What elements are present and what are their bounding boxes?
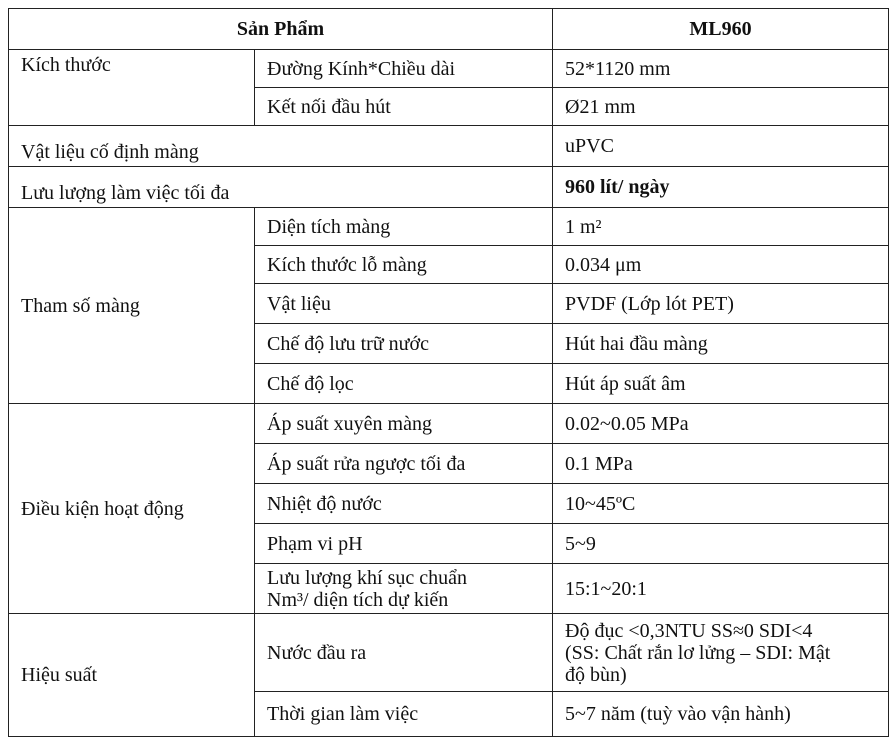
- row-value: 0.1 MPa: [553, 444, 889, 484]
- product-header: Sản Phẩm: [9, 9, 553, 50]
- table-row: [9, 126, 889, 167]
- row-label: Nước đầu ra: [255, 614, 553, 692]
- model-header: ML960: [553, 9, 889, 50]
- size-group-cell: Kích thước: [9, 50, 255, 126]
- table-row: [9, 404, 889, 444]
- row-value: uPVC: [553, 126, 889, 167]
- row-label: Nhiệt độ nước: [255, 484, 553, 524]
- table-row: [9, 167, 889, 208]
- membrane-group-cell: Tham số màng: [9, 208, 255, 404]
- table-row: [9, 208, 889, 246]
- row-value: 5~7 năm (tuỳ vào vận hành): [553, 692, 889, 737]
- row-label: [255, 564, 553, 614]
- row-label: Phạm vi pH: [255, 524, 553, 564]
- row-label: Kích thước lỗ màng: [255, 246, 553, 284]
- row-label: Diện tích màng: [255, 208, 553, 246]
- row-label: Vật liệu: [255, 284, 553, 324]
- row-value: 960 lít/ ngày: [553, 167, 889, 208]
- row-label-line: Lưu lượng khí sục chuẩn: [267, 566, 467, 589]
- row-value: 0.02~0.05 MPa: [553, 404, 889, 444]
- row-value: 10~45ºC: [553, 484, 889, 524]
- row-label: Đường Kính*Chiều dài: [255, 50, 553, 88]
- row-value: Ø21 mm: [553, 88, 889, 126]
- row-value: 5~9: [553, 524, 889, 564]
- row-value: PVDF (Lớp lót PET): [553, 284, 889, 324]
- row-label: Chế độ lưu trữ nước: [255, 324, 553, 364]
- spec-table: [8, 8, 889, 737]
- row-value: Hút áp suất âm: [553, 364, 889, 404]
- row-value: 0.034 μm: [553, 246, 889, 284]
- row-value: 1 m²: [553, 208, 889, 246]
- row-value-line: Độ đục <0,3NTU SS≈0 SDI<4: [565, 619, 813, 642]
- header-row: [9, 9, 889, 50]
- row-label: Vật liệu cố định màng: [9, 126, 553, 167]
- row-label: Lưu lượng làm việc tối đa: [9, 167, 553, 208]
- row-value: 15:1~20:1: [553, 564, 889, 614]
- row-label-line: Nm³/ diện tích dự kiến: [267, 588, 449, 611]
- row-label: Áp suất xuyên màng: [255, 404, 553, 444]
- row-value-line: (SS: Chất rắn lơ lửng – SDI: Mật: [565, 641, 831, 664]
- table-row: [9, 50, 889, 88]
- row-value: [553, 614, 889, 692]
- row-value: Hút hai đầu màng: [553, 324, 889, 364]
- row-value: 52*1120 mm: [553, 50, 889, 88]
- table-row: [9, 614, 889, 692]
- operating-group-cell: Điều kiện hoạt động: [9, 404, 255, 614]
- row-label: Áp suất rửa ngược tối đa: [255, 444, 553, 484]
- row-value-line: độ bùn): [565, 663, 627, 686]
- row-label: Chế độ lọc: [255, 364, 553, 404]
- row-label: Kết nối đầu hút: [255, 88, 553, 126]
- performance-group-cell: Hiệu suất: [9, 614, 255, 737]
- row-label: Thời gian làm việc: [255, 692, 553, 737]
